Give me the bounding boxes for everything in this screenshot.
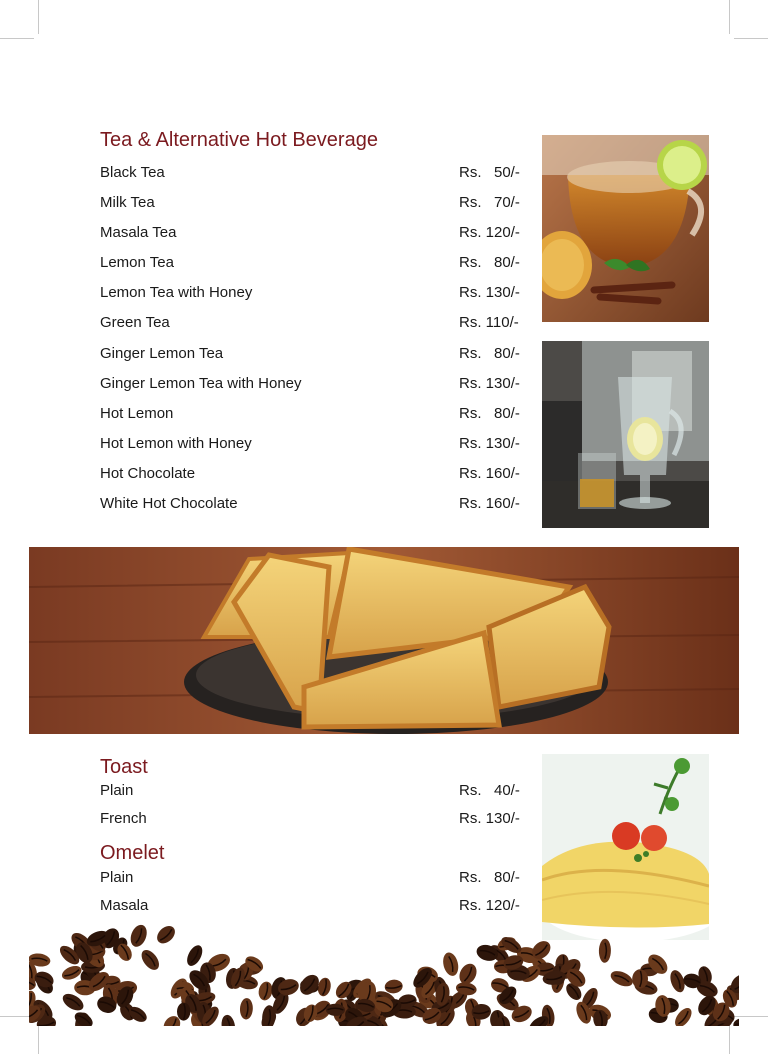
crop-mark [729, 0, 730, 34]
item-price: Rs. 40/- [459, 782, 520, 799]
tea-cup-photo [542, 135, 709, 322]
menu-item [100, 222, 520, 244]
item-price: Rs. 120/- [459, 897, 520, 914]
coffee-beans-border [29, 918, 739, 1026]
menu-item [100, 780, 520, 802]
toast-banner-photo [29, 547, 739, 734]
item-price: Rs. 70/- [459, 194, 520, 211]
item-price: Rs. 110/- [459, 314, 519, 331]
item-price: Rs. 130/- [459, 810, 520, 827]
item-name: Ginger Lemon Tea with Honey [100, 375, 302, 392]
menu-item [100, 433, 520, 455]
menu-item [100, 252, 520, 274]
item-name: Plain [100, 869, 134, 886]
item-name: Milk Tea [100, 194, 155, 211]
item-price: Rs. 80/- [459, 345, 520, 362]
tea-section-title: Tea & Alternative Hot Beverage [100, 129, 378, 151]
item-name: Hot Lemon [100, 405, 174, 422]
item-price: Rs. 80/- [459, 405, 520, 422]
menu-item [100, 895, 520, 917]
menu-item [100, 493, 520, 515]
omelet-photo [542, 754, 709, 940]
item-name: Black Tea [100, 164, 165, 181]
item-price: Rs. 80/- [459, 869, 520, 886]
menu-item [100, 403, 520, 425]
menu-item [100, 867, 520, 889]
omelet-section-title: Omelet [100, 842, 165, 864]
crop-mark [734, 1016, 768, 1017]
item-price: Rs. 120/- [459, 224, 520, 241]
menu-item [100, 808, 520, 830]
item-price: Rs. 80/- [459, 254, 520, 271]
menu-item [100, 192, 520, 214]
item-name: Ginger Lemon Tea [100, 345, 224, 362]
item-price: Rs. 50/- [459, 164, 520, 181]
item-price: Rs. 160/- [459, 495, 520, 512]
crop-mark [38, 0, 39, 34]
crop-mark [0, 38, 34, 39]
item-name: Plain [100, 782, 134, 799]
item-price: Rs. 130/- [459, 375, 520, 392]
item-name: Green Tea [100, 314, 170, 331]
item-name: Lemon Tea with Honey [100, 284, 253, 301]
toast-section-title: Toast [100, 756, 148, 778]
item-price: Rs. 130/- [459, 435, 520, 452]
item-name: White Hot Chocolate [100, 495, 238, 512]
menu-item [100, 162, 520, 184]
menu-item [100, 282, 520, 304]
item-price: Rs. 160/- [459, 465, 520, 482]
item-name: French [100, 810, 147, 827]
item-name: Hot Lemon with Honey [100, 435, 252, 452]
item-name: Lemon Tea [100, 254, 174, 271]
crop-mark [734, 38, 768, 39]
menu-item [100, 312, 520, 334]
item-price: Rs. 130/- [459, 284, 520, 301]
menu-item [100, 373, 520, 395]
menu-item [100, 343, 520, 365]
menu-item [100, 463, 520, 485]
item-name: Masala Tea [100, 224, 177, 241]
hot-lemon-glass-photo [542, 341, 709, 528]
item-name: Hot Chocolate [100, 465, 196, 482]
item-name: Masala [100, 897, 149, 914]
